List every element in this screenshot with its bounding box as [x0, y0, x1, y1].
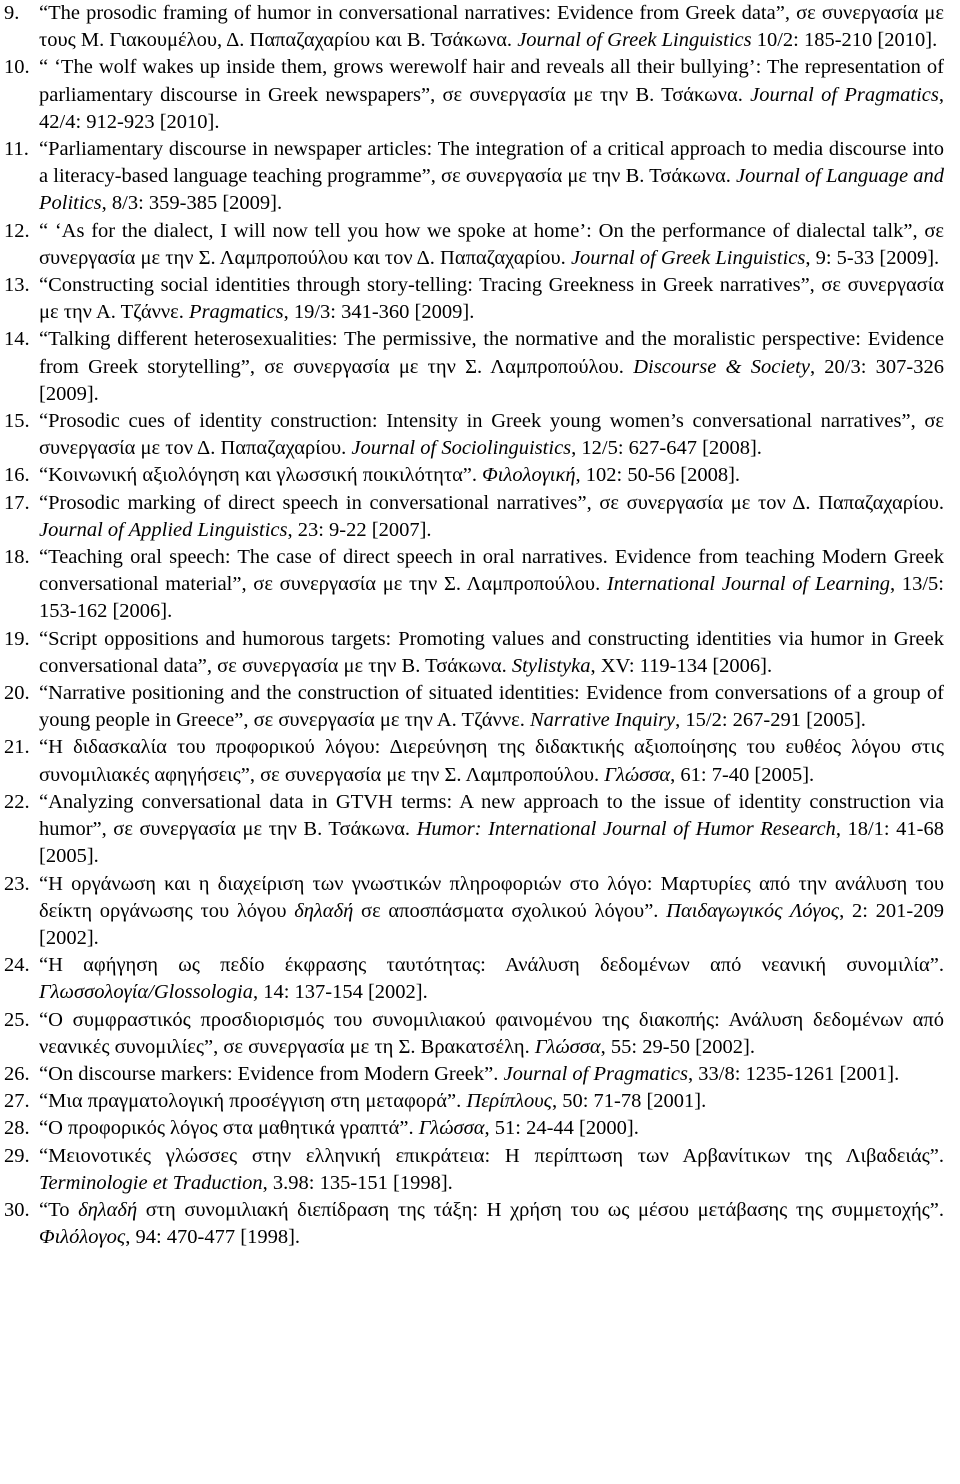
- reference-item: [0, 136, 944, 218]
- reference-item: [0, 272, 944, 326]
- reference-details: , 14: 137-154 [2002].: [252, 981, 428, 1004]
- reference-item: [0, 1007, 944, 1061]
- reference-text: “Parliamentary discourse in newspaper articles: The integration of a critical approach to media discourse into a literacy-based language teaching programme”, σε συνεργασία με την Β. Τσάκωνα.: [39, 138, 944, 188]
- reference-journal: Humor: International Journal of Humor Research: [416, 818, 836, 841]
- reference-item: [0, 1143, 944, 1197]
- reference-item: [0, 490, 944, 544]
- reference-journal: Φιλολογική: [482, 464, 576, 487]
- reference-details: , 8/3: 359-385 [2009].: [101, 192, 283, 215]
- reference-item: [0, 1061, 944, 1088]
- reference-number: 25.: [4, 1008, 30, 1031]
- reference-details: , 2: 201-209 [2002].: [39, 899, 944, 949]
- reference-number: 26.: [4, 1062, 30, 1085]
- reference-text: “Η διδασκαλία του προφορικού λόγου: Διερεύνηση της διδακτικής αξιοποίησης του ευθέος λόγου στις συνομιλιακές αφηγήσεις”, σε συνεργασία με την Σ. Λαμπροπούλου.: [39, 736, 944, 786]
- reference-text: “Narrative positioning and the construction of situated identities: Evidence from conversations of a group of young people in Greece”, σε συνεργασία με την Α. Τζάννε.: [39, 682, 944, 732]
- reference-details: 10/2: 185-210 [2010].: [751, 29, 938, 52]
- reference-number: 15.: [4, 410, 30, 433]
- reference-details: , 12/5: 627-647 [2008].: [571, 437, 762, 460]
- reference-journal: Journal of Pragmatics: [750, 83, 939, 106]
- reference-item: [0, 544, 944, 626]
- reference-text: “Κοινωνική αξιολόγηση και γλωσσική ποικιλότητα”.: [39, 464, 483, 487]
- reference-number: 11.: [4, 138, 29, 161]
- reference-details: , 20/3: 307-326 [2009].: [39, 355, 945, 405]
- reference-item: [0, 789, 944, 871]
- reference-details: , XV: 119-134 [2006].: [590, 654, 773, 677]
- reference-item: [0, 0, 944, 54]
- reference-item: [0, 1088, 944, 1115]
- reference-text: “Prosodic marking of direct speech in conversational narratives”, σε συνεργασία με τον Δ. Παπαζαχαρίου.: [39, 491, 944, 514]
- reference-number: 30.: [4, 1198, 30, 1221]
- reference-text: “ ‘As for the dialect, I will now tell you how we spoke at home’: On the performance of dialectal talk”, σε συνεργασία με την Σ. Λαμπροπούλου και τον Δ. Παπαζαχαρίου.: [39, 219, 944, 269]
- reference-details: , 9: 5-33 [2009].: [805, 246, 940, 269]
- reference-item: [0, 408, 944, 462]
- reference-number: 17.: [4, 491, 30, 514]
- reference-text: “Prosodic cues of identity construction: Intensity in Greek young women’s conversational narratives”, σε συνεργασία με τον Δ. Παπαζαχαρίου.: [39, 410, 944, 460]
- reference-journal: Γλώσσα: [418, 1117, 485, 1140]
- reference-details: , 3.98: 135-151 [1998].: [262, 1171, 453, 1194]
- reference-text: “Μια πραγματολογική προσέγγιση στη μεταφορά”.: [39, 1090, 467, 1113]
- reference-number: 14.: [4, 328, 30, 351]
- reference-details: , 19/3: 341-360 [2009].: [283, 301, 475, 324]
- reference-item: [0, 734, 944, 788]
- reference-journal: Discourse & Society: [633, 355, 810, 378]
- reference-journal: Journal of Greek Linguistics: [570, 246, 806, 269]
- reference-journal: Pragmatics: [189, 301, 284, 324]
- reference-details: , 33/8: 1235-1261 [2001].: [688, 1062, 900, 1085]
- reference-number: 9.: [4, 2, 20, 24]
- reference-item: [0, 680, 944, 734]
- reference-journal: Παιδαγωγικός Λόγος: [666, 899, 840, 922]
- reference-number: 10.: [4, 56, 30, 79]
- reference-number: 22.: [4, 790, 30, 813]
- reference-journal: Φιλόλογος: [39, 1226, 126, 1249]
- reference-text-continued: στη συνομιλιακή διεπίδραση της τάξη: Η χρήση του ως μέσου μετάβασης της συμμετοχής”.: [137, 1198, 945, 1221]
- reference-number: 28.: [4, 1117, 30, 1140]
- reference-details: , 18/1: 41-68 [2005].: [39, 818, 945, 868]
- reference-text: “The prosodic framing of humor in conversational narratives: Evidence from Greek data”, σε συνεργασία με τους Μ. Γιακουμέλου, Δ. Παπαζαχαρίου και Β. Τσάκωνα.: [39, 2, 944, 52]
- reference-text: “Ο προφορικός λόγος στα μαθητικά γραπτά”.: [39, 1117, 419, 1140]
- reference-text: “Μειονοτικές γλώσσες στην ελληνική επικράτεια: Η περίπτωση των Αρβανίτικων της Λιβαδειάς”.: [39, 1144, 944, 1167]
- reference-text-continued: σε αποσπάσματα σχολικού λόγου”.: [353, 899, 667, 922]
- reference-number: 23.: [4, 872, 30, 895]
- reference-details: , 42/4: 912-923 [2010].: [39, 83, 944, 133]
- reference-journal: Journal of Sociolinguistics: [351, 437, 572, 460]
- reference-number: 27.: [4, 1090, 30, 1113]
- reference-number: 21.: [4, 736, 30, 759]
- reference-text: “Talking different heterosexualities: The permissive, the normative and the moralistic perspective: Evidence from Greek storytelling”, σε συνεργασία με την Σ. Λαμπροπούλου.: [39, 328, 944, 378]
- reference-details: , 51: 24-44 [2000].: [484, 1117, 639, 1140]
- reference-item: [0, 1115, 944, 1142]
- reference-number: 20.: [4, 682, 30, 705]
- reference-journal: Journal of Greek Linguistics: [517, 29, 752, 52]
- reference-item: [0, 871, 944, 953]
- reference-journal: Terminologie et Traduction: [39, 1171, 263, 1194]
- reference-text: “ ‘The wolf wakes up inside them, grows werewolf hair and reveals all their bullying’: The representation of parliamentary discourse in Greek newspapers”, σε συνεργασία με την Β. Τσάκωνα.: [39, 56, 944, 106]
- reference-details: , 94: 470-477 [1998].: [125, 1226, 301, 1249]
- reference-emphasis: δηλαδή: [294, 899, 354, 922]
- reference-text: “Analyzing conversational data in GTVH terms: A new approach to the issue of identity construction via humor”, σε συνεργασία με την Β. Τσάκωνα.: [39, 790, 944, 841]
- reference-text: “Η αφήγηση ως πεδίο έκφρασης ταυτότητας: Ανάλυση δεδομένων από νεανική συνομιλία”.: [39, 954, 944, 977]
- reference-number: 19.: [4, 627, 30, 650]
- reference-details: , 55: 29-50 [2002].: [600, 1035, 755, 1058]
- reference-item: [0, 1197, 944, 1251]
- reference-text: “Ο συμφραστικός προσδιορισμός του συνομιλιακού φαινομένου της διακοπής: Ανάλυση δεδομένων από νεανικές συνομιλίες”, σε συνεργασία με τη Σ. Βρακατσέλη.: [39, 1008, 944, 1058]
- reference-item: [0, 326, 944, 408]
- reference-text: “Teaching oral speech: The case of direct speech in oral narratives. Evidence from teaching Modern Greek conversational material”, σε συνεργασία με την Σ. Λαμπροπούλου.: [39, 546, 944, 596]
- reference-number: 13.: [4, 274, 30, 297]
- reference-emphasis: δηλαδή: [78, 1198, 138, 1221]
- reference-item: [0, 626, 944, 680]
- reference-item: [0, 218, 944, 272]
- reference-journal: Journal of Pragmatics: [503, 1062, 688, 1085]
- reference-journal: Narrative Inquiry: [529, 709, 676, 732]
- reference-details: , 102: 50-56 [2008].: [575, 464, 741, 487]
- reference-journal: Γλώσσα: [534, 1035, 601, 1058]
- reference-details: , 61: 7-40 [2005].: [670, 763, 815, 786]
- reference-journal: Γλωσσολογία/Glossologia: [39, 981, 253, 1004]
- reference-item: [0, 54, 944, 136]
- reference-item: [0, 952, 944, 1006]
- reference-number: 24.: [4, 954, 30, 977]
- reference-details: , 13/5: 153-162 [2006].: [39, 573, 944, 623]
- reference-journal: Περίπλους: [466, 1090, 552, 1113]
- reference-details: , 15/2: 267-291 [2005].: [675, 709, 866, 732]
- reference-journal: Journal of Applied Linguistics: [39, 518, 288, 541]
- reference-text: “Το: [39, 1198, 79, 1221]
- reference-journal: International Journal of Learning: [606, 573, 891, 596]
- reference-journal: Journal of Language and Politics: [39, 165, 945, 215]
- reference-text: “Η οργάνωση και η διαχείριση των γνωστικών πληροφοριών στο λόγο: Μαρτυρίες από την ανάλυση του δείκτη οργάνωσης του λόγου: [39, 872, 944, 922]
- reference-journal: Stylistyka: [511, 654, 591, 677]
- reference-number: 12.: [4, 219, 30, 242]
- reference-number: 29.: [4, 1144, 30, 1167]
- reference-text: “Script oppositions and humorous targets: Promoting values and constructing identities via humor in Greek conversational data”, σε συνεργασία με την Β. Τσάκωνα.: [39, 627, 944, 677]
- reference-number: 18.: [4, 546, 30, 569]
- reference-journal: Γλώσσα: [604, 763, 671, 786]
- reference-text: “On discourse markers: Evidence from Modern Greek”.: [39, 1062, 504, 1085]
- reference-details: , 23: 9-22 [2007].: [287, 518, 432, 541]
- reference-number: 16.: [4, 464, 30, 487]
- reference-text: “Constructing social identities through story-telling: Tracing Greekness in Greek narratives”, σε συνεργασία με την Α. Τζάννε.: [39, 274, 944, 324]
- reference-item: [0, 462, 944, 489]
- reference-details: , 50: 71-78 [2001].: [551, 1090, 707, 1113]
